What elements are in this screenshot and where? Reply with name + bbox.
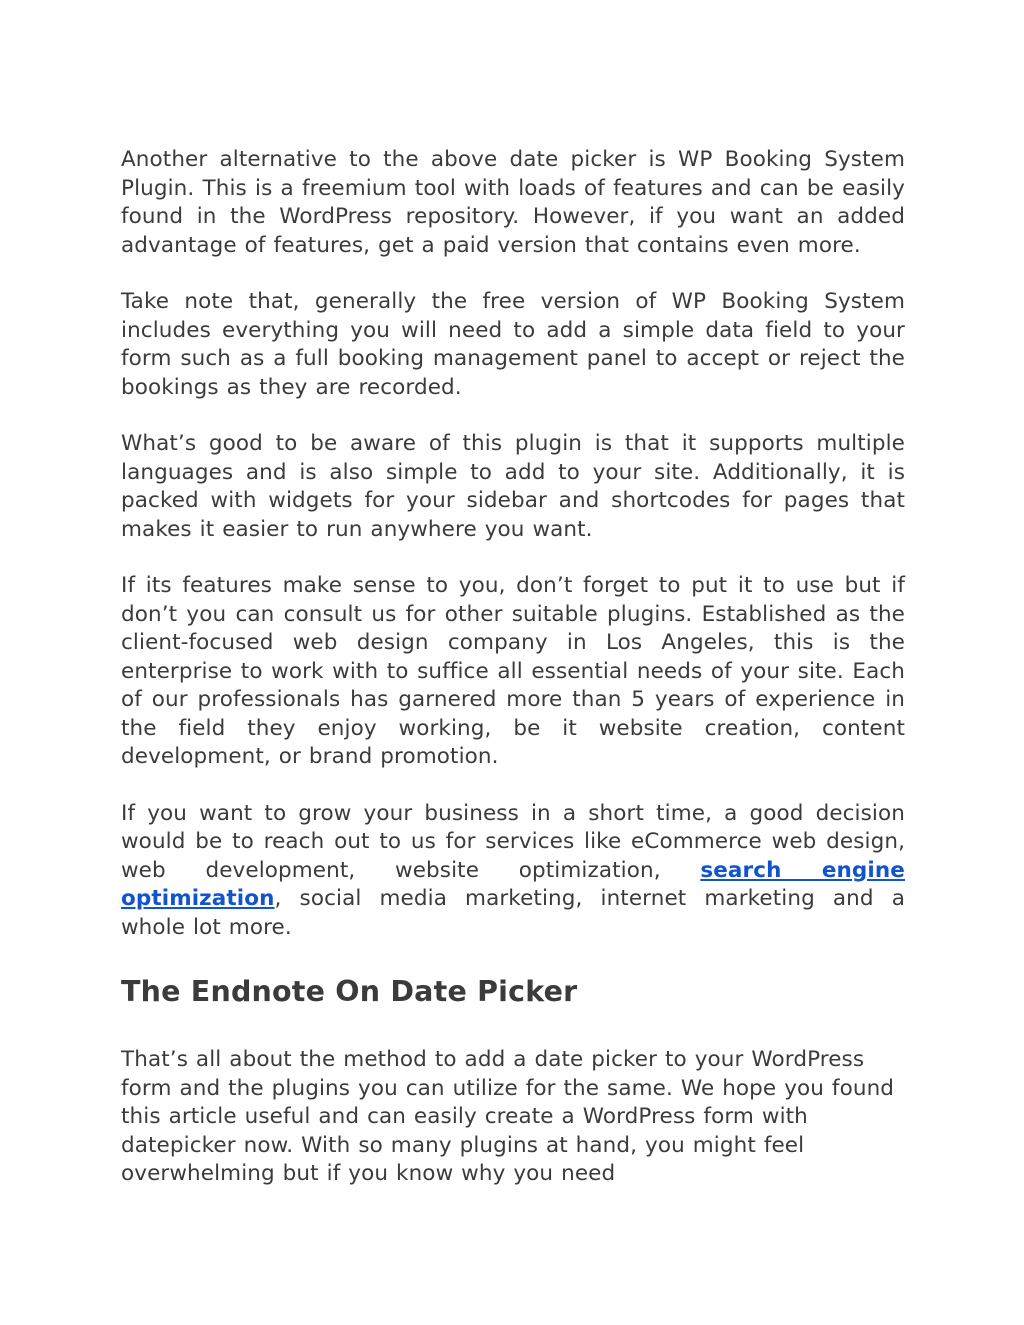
paragraph-endnote: That’s all about the method to add a date picker to your WordPress form and the plugins you can utilize for the same. We hope you found this article useful and can easily create a WordPress form with datepicker now. With so many plugins at hand, you might feel overwhelming but if you know why you need xyxy=(121,1047,895,1186)
paragraph-services xyxy=(121,800,905,943)
paragraph-company-pitch: If its features make sense to you, don’t forget to put it to use but if don’t you can consult us for other suitable plugins. Established as the client-focused web design company in Los Angeles, this is the enterprise to work with to suffice all essential needs of your site. Each of our professionals has garnered more than 5 years of experience in the field they enjoy working, be it website creation, content development, or brand promotion. xyxy=(121,573,905,769)
services-text-before: If you want to grow your business in a short time, a good decision would be to reach out to us for services like eCommerce web design, web development, website optimization, xyxy=(121,800,905,883)
services-text-after: , social media marketing, internet marketing and a whole lot more. xyxy=(121,886,905,940)
document-page xyxy=(121,146,905,1217)
seo-link[interactable]: search engine optimization xyxy=(121,857,905,911)
paragraph-free-version: Take note that, generally the free version of WP Booking System includes everything you will need to add a simple data field to your form such as a full booking management panel to accept or reject the bookings as they are recorded. xyxy=(121,289,905,400)
section-heading: The Endnote On Date Picker xyxy=(121,975,578,1008)
paragraph-wp-booking-intro: Another alternative to the above date picker is WP Booking System Plugin. This is a freemium tool with loads of features and can be easily found in the WordPress repository. However, if you want an added advantage of features, get a paid version that contains even more. xyxy=(121,147,905,258)
paragraph-plugin-benefits: What’s good to be aware of this plugin is that it supports multiple languages and is also simple to add to your site. Additionally, it is packed with widgets for your sidebar and shortcodes for pages that makes it easier to run anywhere you want. xyxy=(121,431,905,542)
